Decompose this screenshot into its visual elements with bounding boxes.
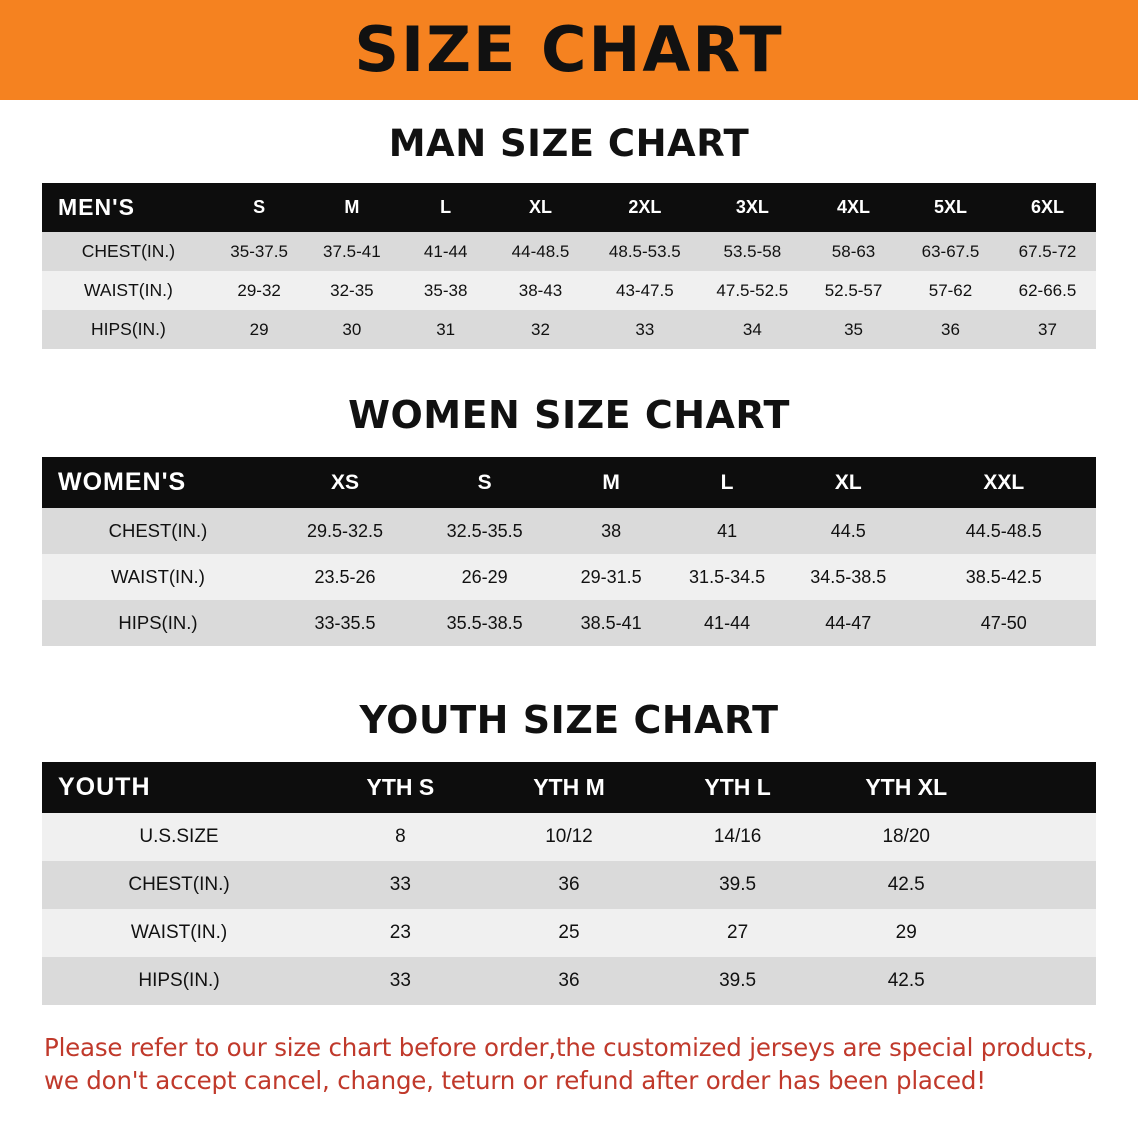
table-row xyxy=(42,554,1096,600)
men-row-label: CHEST(IN.) xyxy=(42,232,215,271)
women-cell: 38.5-42.5 xyxy=(912,554,1096,600)
men-cell: 58-63 xyxy=(805,232,902,271)
youth-cell: 42.5 xyxy=(822,957,991,1005)
youth-cell: 36 xyxy=(485,957,654,1005)
youth-cell: 18/20 xyxy=(822,813,991,861)
men-cell: 43-47.5 xyxy=(590,271,700,310)
youth-header-row xyxy=(42,762,1096,813)
men-header-cell: M xyxy=(344,197,360,217)
header-banner xyxy=(0,0,1138,100)
table-row xyxy=(42,861,1096,909)
youth-cell: 14/16 xyxy=(653,813,822,861)
men-cell: 35-37.5 xyxy=(215,232,304,271)
men-header-cell: L xyxy=(440,197,452,217)
men-cell: 35 xyxy=(805,310,902,349)
men-header-cell: 5XL xyxy=(933,197,967,217)
men-cell: 30 xyxy=(303,310,400,349)
youth-cell-spacer xyxy=(991,813,1096,861)
women-row-label: CHEST(IN.) xyxy=(42,508,274,554)
women-cell: 33-35.5 xyxy=(274,600,416,646)
men-size-table xyxy=(42,183,1096,349)
women-table-wrapper xyxy=(42,457,1096,646)
men-row-label: WAIST(IN.) xyxy=(42,271,215,310)
men-cell: 47.5-52.5 xyxy=(700,271,805,310)
table-row xyxy=(42,310,1096,349)
youth-row-label: HIPS(IN.) xyxy=(42,957,316,1005)
men-header-row xyxy=(42,183,1096,232)
men-header-cell: 2XL xyxy=(628,197,662,217)
women-cell: 44-47 xyxy=(785,600,911,646)
youth-header-cell: YTH L xyxy=(704,774,771,800)
women-header-cell: XS xyxy=(331,470,360,494)
men-cell: 33 xyxy=(590,310,700,349)
youth-row-label: WAIST(IN.) xyxy=(42,909,316,957)
youth-cell: 33 xyxy=(316,957,485,1005)
youth-cell: 25 xyxy=(485,909,654,957)
men-cell: 29 xyxy=(215,310,304,349)
women-header-cell: WOMEN'S xyxy=(58,468,187,496)
youth-cell: 27 xyxy=(653,909,822,957)
table-row xyxy=(42,957,1096,1005)
men-cell: 63-67.5 xyxy=(902,232,999,271)
men-header-cell: 3XL xyxy=(735,197,769,217)
youth-cell: 39.5 xyxy=(653,957,822,1005)
men-row-label: HIPS(IN.) xyxy=(42,310,215,349)
men-cell: 32-35 xyxy=(303,271,400,310)
men-cell: 62-66.5 xyxy=(999,271,1096,310)
women-cell: 23.5-26 xyxy=(274,554,416,600)
policy-note-line1: Please refer to our size chart before order,the customized jerseys are special products, xyxy=(44,1033,1094,1062)
youth-header-cell: YTH M xyxy=(533,774,605,800)
women-cell: 41-44 xyxy=(669,600,785,646)
youth-section-title: YOUTH SIZE CHART xyxy=(359,698,779,742)
men-cell: 57-62 xyxy=(902,271,999,310)
table-row xyxy=(42,508,1096,554)
table-row xyxy=(42,232,1096,271)
men-cell: 48.5-53.5 xyxy=(590,232,700,271)
table-row xyxy=(42,600,1096,646)
youth-cell: 42.5 xyxy=(822,861,991,909)
women-size-table xyxy=(42,457,1096,646)
youth-cell: 23 xyxy=(316,909,485,957)
men-cell: 36 xyxy=(902,310,999,349)
men-cell: 37.5-41 xyxy=(303,232,400,271)
youth-cell: 10/12 xyxy=(485,813,654,861)
men-header-cell: XL xyxy=(529,197,553,217)
women-header-row xyxy=(42,457,1096,508)
women-cell: 35.5-38.5 xyxy=(416,600,553,646)
youth-cell-spacer xyxy=(991,909,1096,957)
policy-note-line2: we don't accept cancel, change, teturn or refund after order has been placed! xyxy=(44,1066,986,1096)
men-cell: 34 xyxy=(700,310,805,349)
women-row-label: WAIST(IN.) xyxy=(42,554,274,600)
youth-cell: 36 xyxy=(485,861,654,909)
women-cell: 31.5-34.5 xyxy=(669,554,785,600)
table-row xyxy=(42,909,1096,957)
women-cell: 32.5-35.5 xyxy=(416,508,553,554)
youth-cell: 39.5 xyxy=(653,861,822,909)
youth-size-table xyxy=(42,762,1096,1005)
women-header-cell: XXL xyxy=(983,470,1025,494)
women-cell: 26-29 xyxy=(416,554,553,600)
women-cell: 34.5-38.5 xyxy=(785,554,911,600)
man-section-title: MAN SIZE CHART xyxy=(388,122,750,165)
men-cell: 41-44 xyxy=(400,232,491,271)
youth-cell: 33 xyxy=(316,861,485,909)
men-header-cell: S xyxy=(253,197,266,217)
women-section-title: WOMEN SIZE CHART xyxy=(348,393,790,437)
youth-header-cell: YTH XL xyxy=(865,774,948,800)
table-row xyxy=(42,271,1096,310)
women-header-cell: M xyxy=(602,470,620,494)
women-cell: 44.5 xyxy=(785,508,911,554)
women-cell: 29.5-32.5 xyxy=(274,508,416,554)
policy-note xyxy=(44,1031,1098,1097)
men-cell: 31 xyxy=(400,310,491,349)
men-cell: 53.5-58 xyxy=(700,232,805,271)
men-header-cell: 4XL xyxy=(837,197,871,217)
youth-cell-spacer xyxy=(991,957,1096,1005)
men-cell: 38-43 xyxy=(491,271,590,310)
men-header-cell: MEN'S xyxy=(58,194,135,220)
youth-row-label: U.S.SIZE xyxy=(42,813,316,861)
page-title: SIZE CHART xyxy=(354,13,784,86)
men-cell: 32 xyxy=(491,310,590,349)
youth-header-cell: YTH S xyxy=(366,774,435,800)
women-cell: 38 xyxy=(553,508,669,554)
men-cell: 35-38 xyxy=(400,271,491,310)
men-cell: 37 xyxy=(999,310,1096,349)
men-cell: 29-32 xyxy=(215,271,304,310)
men-header-cell: 6XL xyxy=(1030,197,1064,217)
women-cell: 29-31.5 xyxy=(553,554,669,600)
youth-table-wrapper xyxy=(42,762,1096,1005)
table-row xyxy=(42,813,1096,861)
women-header-cell: S xyxy=(477,470,492,494)
youth-cell-spacer xyxy=(991,861,1096,909)
women-cell: 47-50 xyxy=(912,600,1096,646)
youth-header-spacer xyxy=(991,762,1096,813)
women-header-cell: XL xyxy=(834,470,862,494)
youth-cell: 29 xyxy=(822,909,991,957)
youth-header-cell: YOUTH xyxy=(58,773,151,801)
men-cell: 67.5-72 xyxy=(999,232,1096,271)
youth-cell: 8 xyxy=(316,813,485,861)
women-cell: 41 xyxy=(669,508,785,554)
men-cell: 52.5-57 xyxy=(805,271,902,310)
women-cell: 44.5-48.5 xyxy=(912,508,1096,554)
women-header-cell: L xyxy=(720,470,734,494)
men-table-wrapper xyxy=(42,183,1096,349)
men-cell: 44-48.5 xyxy=(491,232,590,271)
women-cell: 38.5-41 xyxy=(553,600,669,646)
youth-row-label: CHEST(IN.) xyxy=(42,861,316,909)
women-row-label: HIPS(IN.) xyxy=(42,600,274,646)
